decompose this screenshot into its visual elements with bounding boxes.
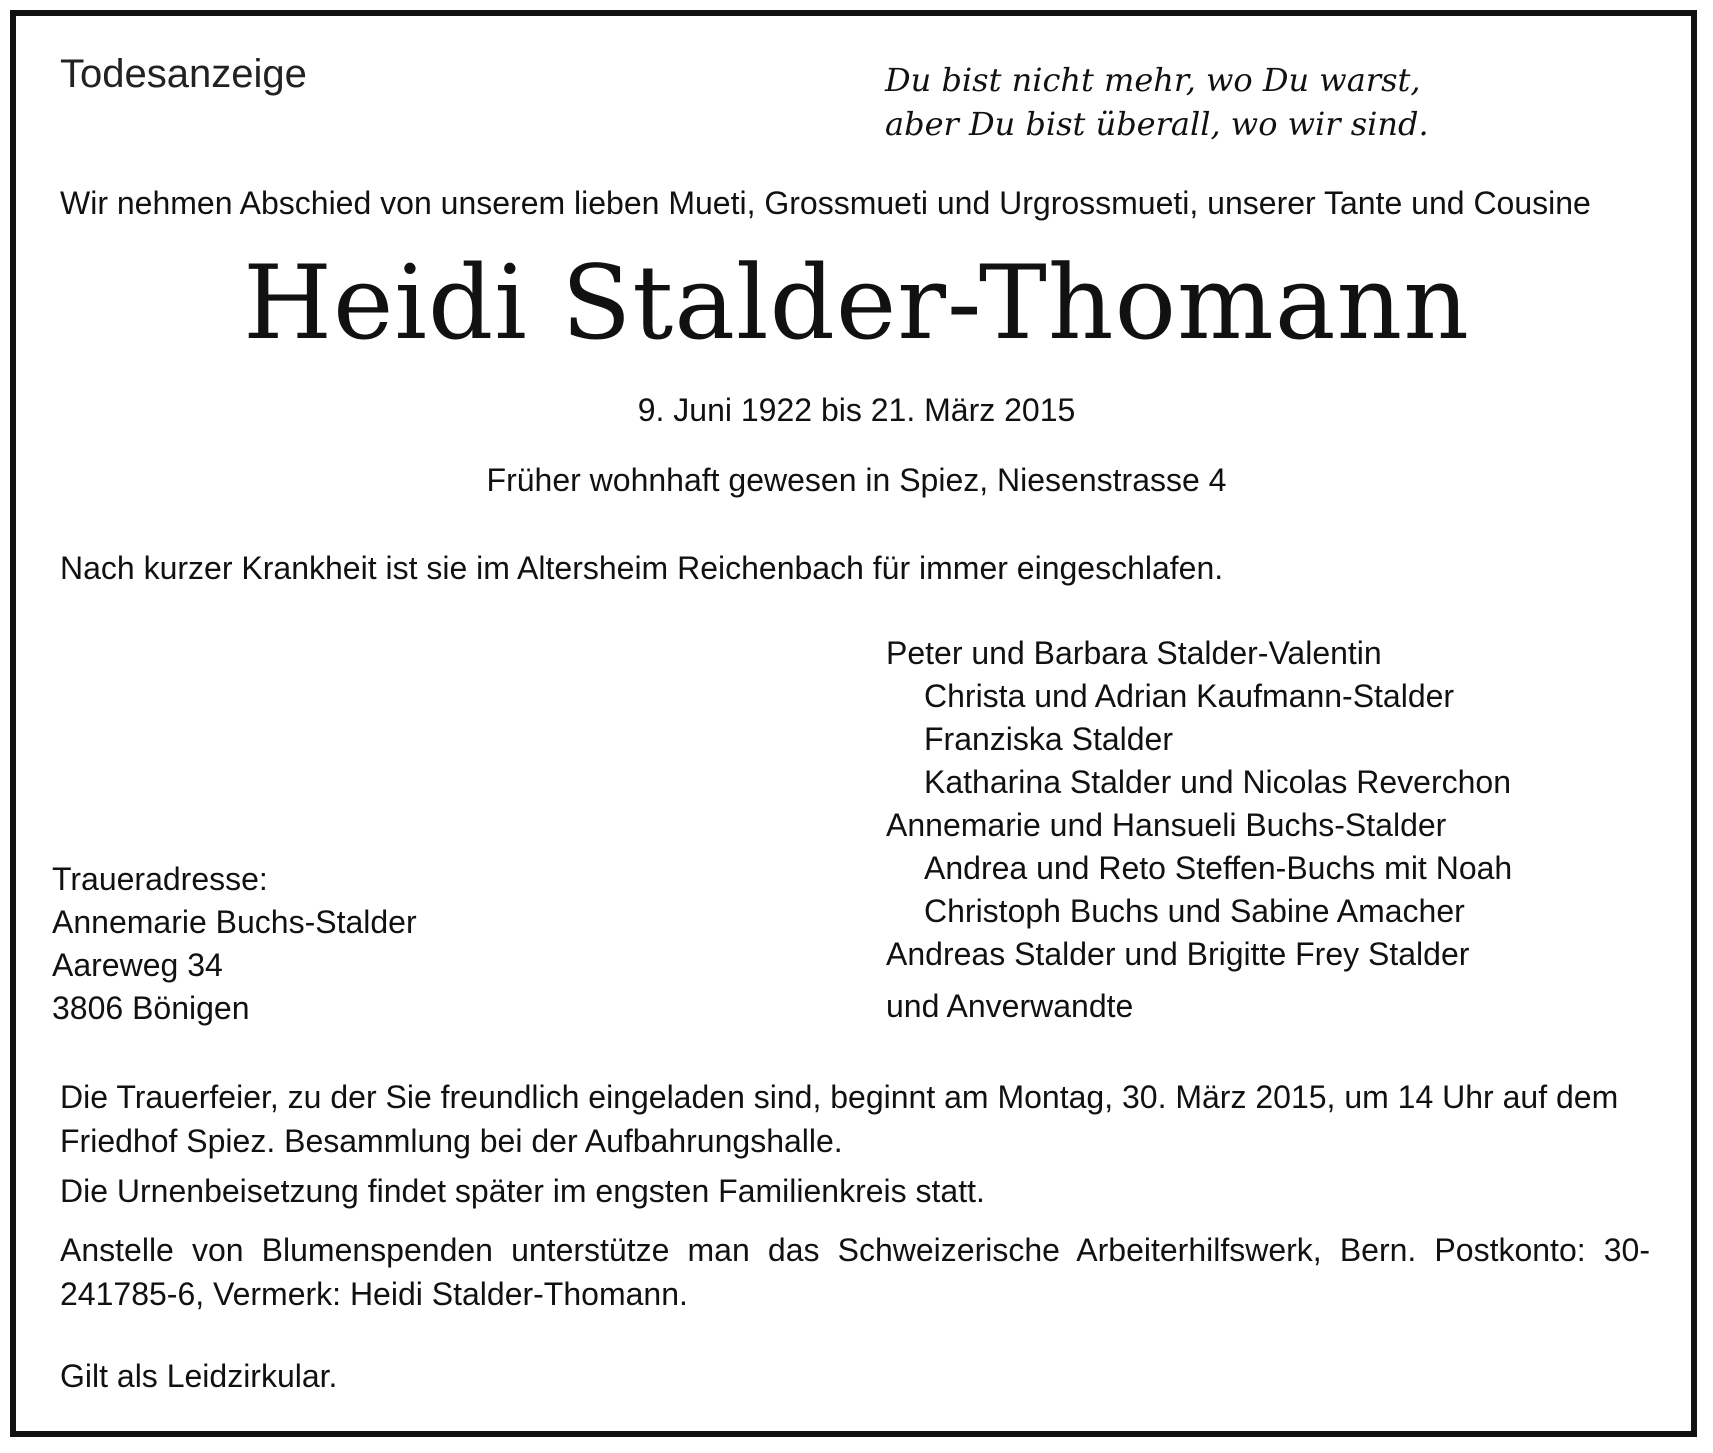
family-list	[886, 632, 1512, 976]
deceased-name: Heidi Stalder-Thomann	[243, 244, 1470, 363]
family-member: Franziska Stalder	[924, 721, 1173, 757]
family-member: Christa und Adrian Kaufmann-Stalder	[924, 678, 1455, 714]
urn-burial-info: Die Urnenbeisetzung findet später im engsten Familienkreis statt.	[60, 1173, 985, 1209]
notice-type-label: Todesanzeige	[60, 52, 307, 96]
motto-line: aber Du bist überall, wo wir sind.	[885, 105, 1429, 143]
former-residence: Früher wohnhaft gewesen in Spiez, Niesenstrasse 4	[486, 462, 1227, 498]
family-member: Peter und Barbara Stalder-Valentin	[886, 635, 1382, 671]
family-member: Andreas Stalder und Brigitte Frey Stalder	[886, 936, 1470, 972]
mourning-address-title: Traueradresse:	[52, 861, 268, 897]
motto-quote	[885, 58, 1429, 146]
passing-text: Nach kurzer Krankheit ist sie im Altersheim Reichenbach für immer eingeschlafen.	[60, 550, 1224, 586]
motto-line: Du bist nicht mehr, wo Du warst,	[885, 61, 1421, 99]
intro-text: Wir nehmen Abschied von unserem lieben Mueti, Grossmueti und Urgrossmueti, unserer Tante und Cousine	[60, 185, 1591, 221]
family-member: Annemarie und Hansueli Buchs-Stalder	[886, 807, 1447, 843]
family-member: Katharina Stalder und Nicolas Reverchon	[924, 764, 1511, 800]
family-member: Christoph Buchs und Sabine Amacher	[924, 893, 1465, 929]
mourning-address-name: Annemarie Buchs-Stalder	[52, 904, 417, 940]
donation-info: Anstelle von Blumenspenden unterstütze man das Schweizerische Arbeiterhilfswerk, Bern. Postkonto: 30-241785-6, Vermerk: Heidi Stalder-Thomann.	[60, 1232, 1650, 1312]
ceremony-info: Die Trauerfeier, zu der Sie freundlich eingeladen sind, beginnt am Montag, 30. März 2015, um 14 Uhr auf dem Friedhof Spiez. Besammlung bei der Aufbahrungshalle.	[60, 1079, 1619, 1159]
mourning-address-city: 3806 Bönigen	[52, 990, 250, 1026]
mourning-address-street: Aareweg 34	[52, 947, 223, 983]
life-dates: 9. Juni 1922 bis 21. März 2015	[637, 392, 1076, 428]
family-member: Andrea und Reto Steffen-Buchs mit Noah	[924, 850, 1513, 886]
circular-note: Gilt als Leidzirkular.	[60, 1358, 338, 1394]
mourning-address	[52, 858, 417, 1030]
relatives-note: und Anverwandte	[886, 988, 1134, 1024]
